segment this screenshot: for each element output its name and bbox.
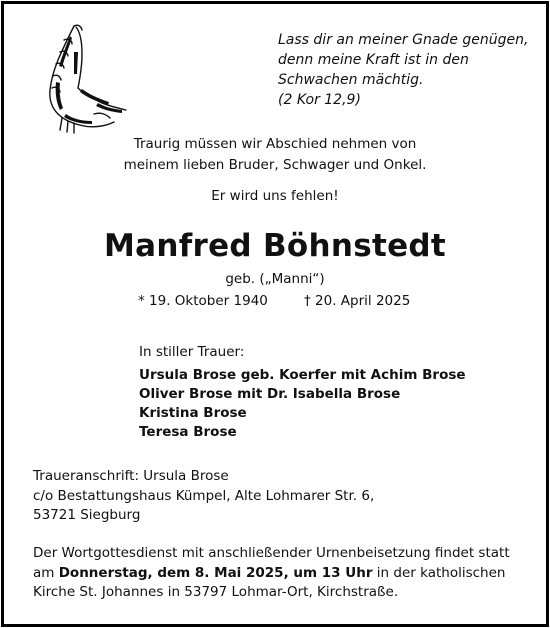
mourning-label: In stiller Trauer: xyxy=(139,344,245,360)
service-text: in der katholischen xyxy=(372,564,506,581)
service-date-time: Donnerstag, dem 8. Mai 2025, um 13 Uhr xyxy=(58,564,373,581)
service-info xyxy=(33,544,510,603)
mourner-name: Teresa Brose xyxy=(139,424,237,440)
deceased-name: Manfred Böhnstedt xyxy=(103,228,447,264)
bible-verse xyxy=(278,30,528,110)
service-line: Der Wortgottesdienst mit anschließender Urnenbeisetzung findet statt xyxy=(33,545,510,561)
death-date: † 20. April 2025 xyxy=(304,293,411,309)
verse-line: denn meine Kraft ist in den xyxy=(278,52,469,68)
verse-line: Lass dir an meiner Gnade genügen, xyxy=(278,32,529,48)
verse-reference: (2 Kor 12,9) xyxy=(278,92,361,108)
mourner-name: Oliver Brose mit Dr. Isabella Brose xyxy=(139,386,401,402)
deceased-nickname: geb. („Manni“) xyxy=(225,271,325,287)
service-line xyxy=(33,564,510,584)
verse-line: Schwachen mächtig. xyxy=(278,72,424,88)
birth-date: * 19. Oktober 1940 xyxy=(138,293,268,309)
mourning-address xyxy=(33,467,374,526)
address-line: Traueranschrift: Ursula Brose xyxy=(33,468,229,484)
mourner-name: Ursula Brose geb. Koerfer mit Achim Brose xyxy=(139,367,466,383)
service-line: Kirche St. Johannes in 53797 Lohmar-Ort, Kirchstraße. xyxy=(33,584,399,600)
service-text: am xyxy=(33,564,59,581)
intro-line: Traurig müssen wir Abschied nehmen von xyxy=(133,136,417,152)
address-line: c/o Bestattungshaus Kümpel, Alte Lohmarer Str. 6, xyxy=(33,487,375,504)
mourner-name: Kristina Brose xyxy=(139,405,247,421)
mourners-list xyxy=(139,366,466,442)
address-line: 53721 Siegburg xyxy=(33,507,141,523)
intro-line: meinem lieben Bruder, Schwager und Onkel. xyxy=(123,156,427,173)
praying-hands-icon xyxy=(34,22,130,134)
miss-text: Er wird uns fehlen! xyxy=(211,188,339,204)
intro-text xyxy=(0,134,550,175)
